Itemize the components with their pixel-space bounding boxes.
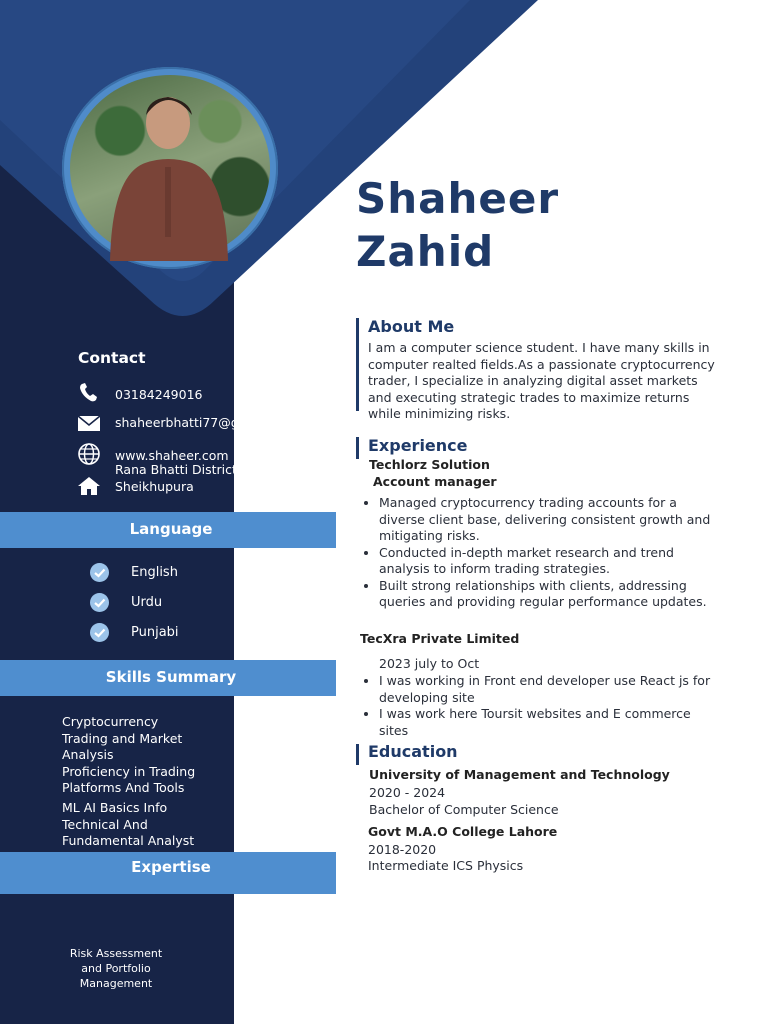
about-line: and executing strategic trades to maximize returns	[368, 389, 690, 405]
bullet-line: • Conducted in-depth market research and trend	[379, 544, 674, 560]
job1-bullet	[379, 545, 737, 578]
edu2-years: 2018-2020	[368, 842, 437, 857]
language-band	[0, 512, 336, 548]
bullet-line: developing site	[379, 689, 475, 705]
skill-line: Analysis	[62, 747, 114, 762]
contact-phone: 03184249016	[115, 387, 203, 402]
name-first: Shaheer	[356, 174, 560, 223]
person-silhouette-icon	[70, 75, 270, 261]
skills-band	[0, 660, 336, 696]
about-accent-bar	[356, 318, 359, 411]
language-item-punjabi: Punjabi	[131, 625, 179, 640]
edu1-degree: Bachelor of Computer Science	[369, 802, 559, 817]
language-heading: Language	[129, 520, 213, 538]
expertise-line: Management	[79, 977, 153, 990]
experience-accent-bar	[356, 437, 359, 459]
skills-heading: Skills Summary	[105, 668, 237, 686]
contact-email: shaheerbhatti77@gmail.com	[115, 415, 297, 430]
skill-line: Platforms And Tools	[62, 780, 185, 795]
job2-period: 2023 july to Oct	[379, 656, 480, 671]
edu2-degree: Intermediate ICS Physics	[368, 858, 524, 873]
job1-bullet	[379, 578, 737, 611]
bullet-line: analysis to inform trading strategies.	[379, 561, 610, 576]
contact-address-line2: Sheikhupura	[115, 479, 194, 494]
job2-bullets	[357, 673, 737, 739]
skills-list	[62, 714, 195, 850]
bullet-line: • I was working in Front end developer use React js for	[379, 673, 711, 688]
profile-photo-frame	[62, 67, 278, 269]
edu1-years: 2020 - 2024	[369, 785, 446, 800]
home-icon	[77, 475, 103, 497]
bullet-line: mitigating risks.	[379, 528, 480, 543]
job1-bullets	[357, 495, 737, 611]
profile-photo	[70, 75, 270, 261]
edu1-school: University of Management and Technology	[369, 767, 670, 782]
education-heading: Education	[368, 742, 458, 761]
about-line: trader, I specialize in analyzing digital asset markets	[368, 373, 698, 388]
edu2-school: Govt M.A.O College Lahore	[368, 824, 558, 839]
expertise-band	[0, 852, 336, 894]
job1-bullet	[379, 495, 737, 545]
bullet-line: queries and providing regular performance updates.	[379, 594, 707, 609]
education-accent-bar	[356, 744, 359, 765]
expertise-list	[60, 946, 172, 991]
phone-icon	[77, 382, 103, 404]
job2-bullet	[379, 706, 737, 739]
experience-heading: Experience	[368, 436, 468, 455]
about-heading: About Me	[368, 317, 455, 336]
about-line: I am a computer science student. I have many skills in	[368, 340, 710, 355]
expertise-heading: Expertise	[131, 858, 211, 876]
bullet-line: diverse client base, delivering consistent growth and	[379, 511, 711, 527]
job2-company: TecXra Private Limited	[360, 631, 520, 646]
skill-line: Fundamental Analyst	[62, 833, 195, 848]
skill-line: Trading and Market	[62, 730, 183, 746]
bullet-line: • Built strong relationships with clients, addressing	[379, 577, 687, 593]
bullet-line: • I was work here Toursit websites and E commerce	[379, 706, 691, 721]
job1-company: Techlorz Solution	[369, 457, 490, 472]
skill-line: Technical And	[62, 816, 148, 832]
skill-line: ML AI Basics Info	[62, 800, 168, 815]
contact-address-line1: Rana Bhatti District	[115, 462, 237, 477]
about-line: computer realted fields.As a passionate cryptocurrency	[368, 356, 715, 372]
language-item-urdu: Urdu	[131, 595, 163, 610]
about-text	[368, 340, 728, 423]
bullet-line: • Managed cryptocurrency trading accounts for a	[379, 495, 677, 510]
mail-icon	[77, 413, 103, 435]
job2-bullet	[379, 673, 737, 706]
check-icon	[90, 593, 109, 612]
about-line: while minimizing risks.	[368, 406, 511, 421]
check-icon	[90, 623, 109, 642]
language-item-english: English	[131, 565, 178, 580]
globe-icon	[77, 443, 103, 465]
skill-line: Cryptocurrency	[62, 714, 159, 729]
skill-line: Proficiency in Trading	[62, 763, 196, 779]
name-last: Zahid	[356, 227, 495, 276]
expertise-line: Risk Assessment	[69, 947, 163, 960]
check-icon	[90, 563, 109, 582]
job1-role: Account manager	[373, 474, 497, 489]
bullet-line: sites	[379, 722, 409, 738]
contact-website: www.shaheer.com	[115, 448, 229, 463]
expertise-line: and Portfolio	[81, 962, 151, 975]
contact-heading: Contact	[78, 349, 146, 367]
